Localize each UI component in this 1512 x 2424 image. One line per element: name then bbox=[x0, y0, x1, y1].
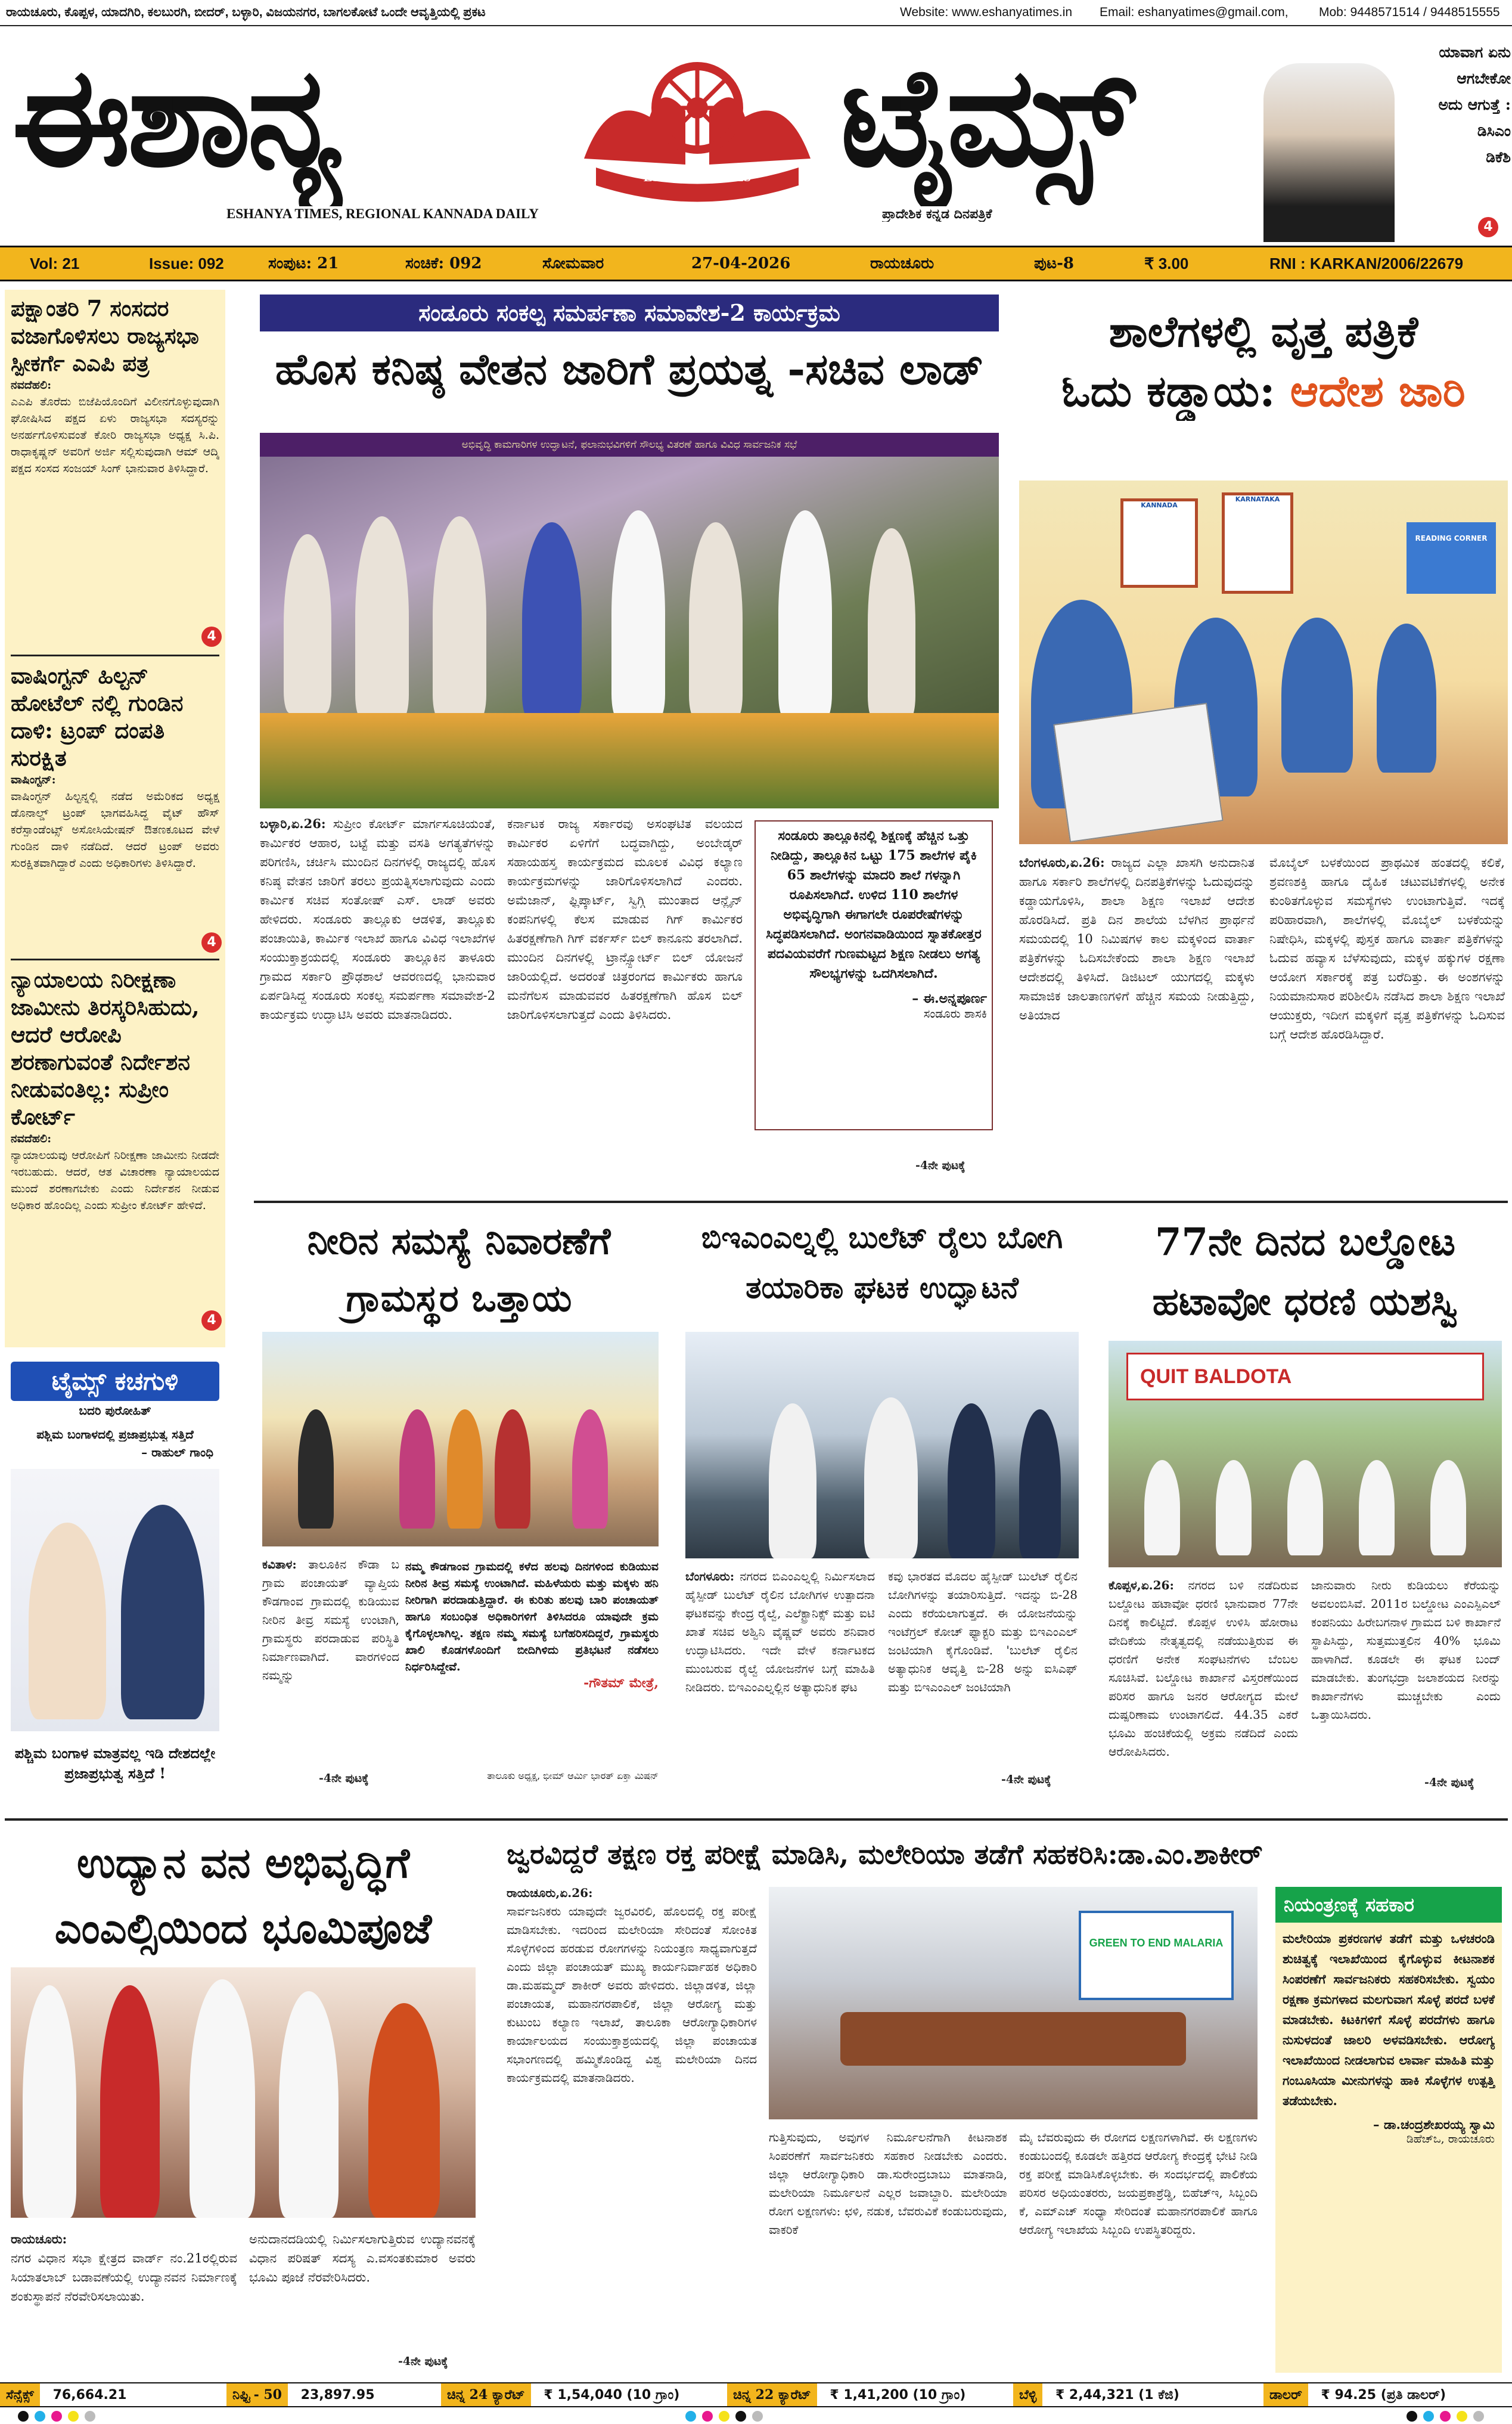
photo-person bbox=[1359, 1460, 1395, 1555]
photo-person bbox=[948, 1403, 995, 1558]
illustration-newspaper bbox=[1053, 703, 1223, 842]
lead-continued[interactable]: -4ನೇ ಪುಟಕ್ಕೆ bbox=[915, 1159, 965, 1172]
baldota-headline[interactable]: 77ನೇ ದಿನದ ಬಲ್ಡೋಟ ಹಟಾವೋ ಧರಣಿ ಯಶಸ್ವಿ bbox=[1152, 1220, 1458, 1324]
market-item bbox=[727, 2383, 1013, 2406]
water-body-text: ತಾಲೂಕಿನ ಕೌಡಾ ಬ ಗ್ರಾಮ ಪಂಚಾಯತ್ ವ್ಯಾಪ್ತಿಯ ಕೌಡಗಾಂವ ಗ್ರಾಮದಲ್ಲಿ ಕುಡಿಯುವ ನೀರಿನ ತೀವ್ರ ಸಮಸ್ಯೆ ಉಂಟಾಗಿ, ಗ್ರಾಮಸ್ಥರು ಪರದಾಡುವ ಪರಿಸ್ಥಿತಿ ನಿರ್ಮಾಣವಾಗಿದೆ. ವಾರಗಳಿಂದ ನಮ್ಮನ್ನು bbox=[262, 1557, 399, 1682]
market-value: ₹ 1,54,040 (10 ಗ್ರಾಂ) bbox=[544, 2388, 680, 2403]
left-col-story-1 bbox=[11, 295, 219, 640]
market-label: ಸೆನ್ಸೆಕ್ಸ್ bbox=[0, 2383, 40, 2406]
cartoon-caption: ಪಶ್ಚಿಮ ಬಂಗಾಳ ಮಾತ್ರವಲ್ಲ ಇಡಿ ದೇಶದಲ್ಲೇ ಪ್ರಜಾಪ್ರಭುತ್ವ ಸತ್ತಿದೆ ! bbox=[14, 1744, 216, 1782]
cartoon-illustration bbox=[11, 1469, 219, 1731]
water-pullquote-text: ನಮ್ಮ ಕೌಡಗಾಂವ ಗ್ರಾಮದಲ್ಲಿ ಕಳೆದ ಹಲವು ದಿನಗಳಿಂದ ಕುಡಿಯುವ ನೀರಿನ ತೀವ್ರ ಸಮಸ್ಯೆ ಉಂಟಾಗಿದೆ. ಮಹಿಳೆಯರು ಮತ್ತು ಮಕ್ಕಳು ಹನಿ ನೀರಿಗಾಗಿ ಪರದಾಡುತ್ತಿದ್ದಾರೆ. ಈ ಕುರಿತು ಹಲವು ಬಾರಿ ಪಂಚಾಯತ್ ಹಾಗೂ ಸಂಬಂಧಿತ ಅಧಿಕಾರಿಗಳಿಗೆ ತಿಳಿಸಿದರೂ ಯಾವುದೇ ಕ್ರಮ ಕೈಗೊಳ್ಳಲಾಗಿಲ್ಲ. ತಕ್ಷಣ ನಮ್ಮ ಸಮಸ್ಯೆ ಬಗೆಹರಿಸದಿದ್ದರೆ, ಗ್ರಾಮಸ್ಥರು ಖಾಲಿ ಕೊಡಗಳೊಂದಿಗೆ ಬೀದಿಗಿಳಿದು ಪ್ರತಿಭಟನೆ ನಡೆಸಲು ನಿರ್ಧರಿಸಿದ್ದೇವೆ. bbox=[405, 1560, 659, 1673]
lead-dateline: ಬಳ್ಳಾರಿ,ಏ.26: bbox=[260, 816, 326, 831]
info-vol: Vol: 21 bbox=[30, 255, 80, 272]
cartoon-quote: ಪಶ್ಚಿಮ ಬಂಗಾಳದಲ್ಲಿ ಪ್ರಜಾಪ್ರಭುತ್ವ ಸತ್ತಿದೆ bbox=[36, 1427, 194, 1442]
water-headline[interactable]: ನೀರಿನ ಸಮಸ್ಯೆ ನಿವಾರಣೆಗೆ ಗ್ರಾಮಸ್ಥರ ಒತ್ತಾಯ bbox=[307, 1219, 611, 1320]
garden-body-col-1 bbox=[11, 2230, 237, 2373]
img-reading-board bbox=[1407, 522, 1496, 594]
market-label: ಚಿನ್ನ 24 ಕ್ಯಾರೆಟ್ bbox=[441, 2383, 531, 2406]
photo-person bbox=[100, 1985, 160, 2218]
left-story-2-page[interactable]: 4 bbox=[201, 932, 222, 953]
teaser-line: ಅದು ಆಗುತ್ತೆ : bbox=[1438, 96, 1511, 113]
lead-photo bbox=[260, 433, 999, 808]
teaser-line: ಯಾವಾಗ ಏನು bbox=[1439, 44, 1511, 61]
img-map-label: KARNATAKA bbox=[1235, 495, 1280, 503]
water-body bbox=[262, 1555, 399, 1788]
market-label: ಬೆಳ್ಳಿ bbox=[1013, 2383, 1042, 2406]
info-day: ಸೋಮವಾರ bbox=[542, 255, 604, 272]
garden-story bbox=[5, 1824, 482, 2379]
baldota-dateline: ಕೊಪ್ಪಳ,ಏ.26: bbox=[1109, 1578, 1174, 1592]
photo-person bbox=[298, 1409, 334, 1529]
lead-photo-person bbox=[522, 522, 582, 719]
rail-body-col-1 bbox=[685, 1567, 875, 1788]
lead-col-1-text: ಸುಪ್ರೀಂ ಕೋರ್ಟ್ ಮಾರ್ಗಸೂಚಿಯಂತೆ, ಕಾರ್ಮಿಕರ ಆಹಾರ, ಬಟ್ಟೆ ಮತ್ತು ವಸತಿ ಅಗತ್ಯತೆಗಳನ್ನು ಪರಿಗಣಿಸಿ, ಚರ್ಚಿಸಿ ಮುಂದಿನ ದಿನಗಳಲ್ಲಿ ರಾಜ್ಯದಲ್ಲಿ ಹೊಸ ಕನಿಷ್ಠ ವೇತನ ಜಾರಿಗೆ ತರಲು ಪ್ರಯತ್ನಿಸಲಾಗುವುದು ಎಂದು ಕಾರ್ಮಿಕ ಸಚಿವ ಸಂತೋಷ್ ಎಸ್. ಲಾಡ್ ಅವರು ಹೇಳಿದರು. ಸಂಡೂರು ತಾಲ್ಲೂಕು ಆಡಳಿತ, ತಾಲ್ಲೂಕು ಪಂಚಾಯಿತಿ, ಕಾರ್ಮಿಕ ಇಲಾಖೆ ಹಾಗೂ ವಿವಿಧ ಇಲಾಖೆಗಳ ಸಂಯುಕ್ತಾಶ್ರಯದಲ್ಲಿ ಸಂಡೂರು ತಾಲ್ಲೂಕಿನ ತಾಳೂರು ಗ್ರಾಮದ ಸರ್ಕಾರಿ ಪ್ರೌಢಶಾಲೆ ಆವರಣದಲ್ಲಿ ಭಾನುವಾರ ಏರ್ಪಡಿಸಿದ್ದ ಸಂಡೂರು ಸಂಕಲ್ಪ ಸಮರ್ಪಣಾ ಸಮಾವೇಶ-2 ಕಾರ್ಯಕ್ರಮ ಉದ್ಘಾಟಿಸಿ ಅವರು ಮಾತನಾಡಿದರು. bbox=[260, 817, 495, 1022]
market-item bbox=[1013, 2383, 1263, 2406]
malaria-headline[interactable]: ಜ್ವರವಿದ್ದರೆ ತಕ್ಷಣ ರಕ್ತ ಪರೀಕ್ಷೆ ಮಾಡಿಸಿ, ಮಲೇರಿಯಾ ತಡೆಗೆ ಸಹಕರಿಸಿ:ಡಾ.ಎಂ.ಶಾಕೀರ್ bbox=[507, 1838, 1263, 1870]
top-bar-editions: ರಾಯಚೂರು, ಕೊಪ್ಪಳ, ಯಾದಗಿರಿ, ಕಲಬುರಗಿ, ಬೀದರ್, ಬಳ್ಳಾರಿ, ವಿಜಯನಗರ, ಬಾಗಲಕೋಟೆ ಒಂದೇ ಆವೃತ್ತಿಯಲ್ಲಿ ಪ್ರಕಟ bbox=[6, 5, 486, 19]
market-item bbox=[1263, 2383, 1512, 2406]
market-value: ₹ 94.25 (ಪ್ರತಿ ಡಾಲರ್) bbox=[1321, 2388, 1446, 2403]
lead-body-col-1 bbox=[260, 814, 495, 1172]
left-story-2-dateline: ವಾಷಿಂಗ್ಟನ್: bbox=[11, 773, 56, 786]
registration-marks-left bbox=[18, 2411, 119, 2423]
photo-person bbox=[447, 1409, 483, 1529]
market-value: ₹ 1,41,200 (10 ಗ್ರಾಂ) bbox=[830, 2388, 966, 2403]
cartoon-young-man bbox=[121, 1505, 204, 1719]
lead-photo-person bbox=[778, 510, 832, 719]
rail-story bbox=[679, 1207, 1085, 1803]
left-story-1-dateline: ನವದೆಹಲಿ: bbox=[11, 379, 52, 392]
photo-person bbox=[1144, 1460, 1180, 1555]
photo-person bbox=[495, 1409, 530, 1529]
left-col-story-3 bbox=[11, 966, 219, 1329]
lead-headline[interactable]: ಹೊಸ ಕನಿಷ್ಠ ವೇತನ ಜಾರಿಗೆ ಪ್ರಯತ್ನ -ಸಚಿವ ಲಾಡ್ bbox=[275, 343, 984, 394]
cartoon-box bbox=[5, 1356, 225, 1815]
lead-photo-person bbox=[611, 510, 665, 719]
lead-pullquote-text: ಸಂಡೂರು ತಾಲ್ಲೂಕಿನಲ್ಲಿ ಶಿಕ್ಷಣಕ್ಕೆ ಹೆಚ್ಚಿನ ಒತ್ತು ನೀಡಿದ್ದು, ತಾಲ್ಲೂಕಿನ ಒಟ್ಟು 175 ಶಾಲೆಗಳ ಪೈಕಿ 65 ಶಾಲೆಗಳನ್ನು ಮಾದರಿ ಶಾಲೆ ಗಳನ್ನಾಗಿ ರೂಪಿಸಲಾಗಿದೆ. ಉಳಿದ 110 ಶಾಲೆಗಳ ಅಭಿವೃದ್ಧಿಗಾಗಿ ಈಗಾಗಲೇ ರೂಪರೇಷೆಗಳನ್ನು ಸಿದ್ಧಪಡಿಸಲಾಗಿದೆ. ಅಂಗನವಾಡಿಯಿಂದ ಸ್ನಾತಕೋತ್ತರ ಪದವಿಯವರೆಗೆ ಗುಣಮಟ್ಟದ ಶಿಕ್ಷಣ ನೀಡಲು ಅಗತ್ಯ ಸೌಲಭ್ಯಗಳನ್ನು ಒದಗಿಸಲಾಗಿದೆ. bbox=[766, 828, 982, 981]
market-ticker bbox=[0, 2382, 1512, 2407]
control-box-by: – ಡಾ.ಚಂದ್ರಶೇಖರಯ್ಯ ಸ್ವಾಮಿ bbox=[1373, 2117, 1495, 2132]
malaria-body-col-3: ಮೈ ಬೆವರುವುದು ಈ ರೋಗದ ಲಕ್ಷಣಗಳಾಗಿವೆ. ಈ ಲಕ್ಷಣಗಳು ಕಂಡುಬಂದಲ್ಲಿ ಕೂಡಲೇ ಹತ್ತಿರದ ಆರೋಗ್ಯ ಕೇಂದ್ರಕ್ಕೆ ಭೇಟಿ ನೀಡಿ ರಕ್ತ ಪರೀಕ್ಷೆ ಮಾಡಿಸಿಕೊಳ್ಳಬೇಕು. ಈ ಸಂದರ್ಭದಲ್ಲಿ ಪಾಲಿಕೆಯ ಪರಿಸರ ಅಧಿಯಂತರರು, ಜಯಪ್ರಕಾಶ್ರೆಡ್ಡಿ, ಬಿಹೆಚ್ಇ, ಸಿಬ್ಬಂದಿ ಕೆ, ಎಮ್ಎಚ್ ಸಂಧ್ಯಾ ಸೇರಿದಂತೆ ಮಹಾನಗರಪಾಲಿಕೆ ಹಾಗೂ ಆರೋಗ್ಯ ಇಲಾಖೆಯ ಸಿಬ್ಬಂದಿ ಉಪಸ್ಥಿತರಿದ್ದರು. bbox=[1019, 2130, 1258, 2237]
school-headline-2a: ಓದು ಕಡ್ಡಾಯ: bbox=[1061, 365, 1290, 416]
market-item bbox=[441, 2383, 727, 2406]
control-box-role: ಡಿಹೆಚ್ಒ, ರಾಯಚೂರು bbox=[1406, 2132, 1495, 2146]
garden-dateline: ರಾಯಚೂರು: bbox=[11, 2231, 67, 2246]
lead-kicker: ಸಂಡೂರು ಸಂಕಲ್ಪ ಸಮರ್ಪಣಾ ಸಮಾವೇಶ-2 ಕಾರ್ಯಕ್ರಮ bbox=[260, 295, 999, 331]
masthead-teaser bbox=[1392, 39, 1511, 171]
water-continued[interactable]: -4ನೇ ಪುಟಕ್ಕೆ bbox=[319, 1772, 369, 1785]
photo-person bbox=[368, 2003, 440, 2218]
water-dateline: ಕವಿತಾಳ: bbox=[262, 1557, 297, 1571]
photo-person bbox=[1216, 1460, 1252, 1555]
registration-marks-right bbox=[1407, 2411, 1508, 2423]
img-alphabet-chart bbox=[1120, 498, 1198, 588]
lead-photo-person bbox=[433, 516, 486, 719]
control-box-body: ಮಲೇರಿಯಾ ಪ್ರಕರಣಗಳ ತಡೆಗೆ ಮತ್ತು ಒಳಚರಂಡಿ ಶುಚಿತ್ವಕ್ಕೆ ಇಲಾಖೆಯಿಂದ ಕೈಗೊಳ್ಳುವ ಕೀಟನಾಶಕ ಸಿಂಪರಣೆಗೆ ಸಾರ್ವಜನಿಕರು ಸಹಕರಿಸಬೇಕು. ಸ್ವಯಂ ರಕ್ಷಣಾ ಕ್ರಮಗಳಾದ ಮಲಗುವಾಗ ಸೊಳ್ಳೆ ಪರದೆ ಬಳಕೆ ಮಾಡಬೇಕು. ಕಿಟಕಿಗಳಿಗೆ ಸೊಳ್ಳೆ ಪರದೆಗಳು ಹಾಗೂ ನುಸುಳದಂತೆ ಜಾಲರಿ ಅಳವಡಿಸಬೇಕು. ಆರೋಗ್ಯ ಇಲಾಖೆಯಿಂದ ನೀಡಲಾಗುವ ಲಾರ್ವಾ ಮಾಹಿತಿ ಮತ್ತು ಗಂಬೂಸಿಯಾ ಮೀನುಗಳನ್ನು ಹಾಕಿ ಸೊಳ್ಳೆಗಳ ಉತ್ಪತ್ತಿ ತಡೆಯಬೇಕು. bbox=[1283, 1931, 1495, 2108]
img-map bbox=[1222, 492, 1293, 594]
water-pullquote-by: -ಗೌತಮ್ ಮೇತ್ರೆ, bbox=[583, 1675, 659, 1691]
info-bar bbox=[0, 246, 1512, 281]
water-pullquote bbox=[405, 1558, 659, 1767]
masthead-emblem bbox=[572, 45, 822, 206]
garden-body-col-2: ಅನುದಾನದಡಿಯಲ್ಲಿ ನಿರ್ಮಿಸಲಾಗುತ್ತಿರುವ ಉದ್ಯಾನವನಕ್ಕೆ ವಿಧಾನ ಪರಿಷತ್ ಸದಸ್ಯ ಎ.ವಸಂತಕುಮಾರ ಅವರು ಭೂಮಿ ಪೂಜೆ ನೆರವೇರಿಸಿದರು. bbox=[249, 2232, 476, 2284]
info-date: 27-04-2026 bbox=[691, 255, 791, 272]
lead-photo-banner: ಅಭಿವೃದ್ಧಿ ಕಾಮಗಾರಿಗಳ ಉದ್ಘಾಟನೆ, ಫಲಾನುಭವಿಗಳಿಗೆ ಸೌಲಭ್ಯ ವಿತರಣೆ ಹಾಗೂ ವಿವಿಧ ಸಾರ್ವಜನಿಕ ಸಭೆ bbox=[260, 433, 999, 457]
left-story-1-page[interactable]: 4 bbox=[201, 627, 222, 647]
baldota-photo bbox=[1109, 1341, 1502, 1567]
photo-person bbox=[190, 1979, 255, 2218]
top-bar bbox=[0, 0, 1512, 26]
school-body-col-1 bbox=[1019, 853, 1255, 1187]
lead-photo-person bbox=[868, 528, 915, 719]
left-story-3-page[interactable]: 4 bbox=[201, 1310, 222, 1331]
cartoon-quote-by: – ರಾಹುಲ್ ಗಾಂಧಿ bbox=[141, 1445, 213, 1459]
garden-headline[interactable]: ಉದ್ಯಾನ ವನ ಅಭಿವೃದ್ಧಿಗೆ ಎಂಎಲ್ಸಿಯಿಂದ ಭೂಮಿಪೂಜೆ bbox=[54, 1838, 432, 1953]
masthead-title-left: ಈಶಾನ್ಯ bbox=[12, 36, 339, 197]
school-dateline: ಬೆಂಗಳೂರು,ಏ.26: bbox=[1019, 855, 1105, 870]
baldota-continued[interactable]: -4ನೇ ಪುಟಕ್ಕೆ bbox=[1424, 1776, 1474, 1789]
info-city: ರಾಯಚೂರು bbox=[870, 255, 934, 272]
school-story bbox=[1019, 290, 1508, 1196]
control-box bbox=[1275, 1887, 1502, 2373]
section-rule bbox=[254, 1201, 1508, 1203]
divider bbox=[11, 655, 219, 656]
school-col-1-text: ರಾಜ್ಯದ ಎಲ್ಲಾ ಖಾಸಗಿ ಅನುದಾನಿತ ಹಾಗೂ ಸರ್ಕಾರಿ ಶಾಲೆಗಳಲ್ಲಿ ದಿನಪತ್ರಿಕೆಗಳನ್ನು ಓದುವುದನ್ನು ಕಡ್ಡಾಯಗೊಳಿಸಿ, ಶಾಲಾ ಶಿಕ್ಷಣ ಇಲಾಖೆ ಆದೇಶ ಹೊರಡಿಸಿದೆ. ಪ್ರತಿ ದಿನ ಶಾಲೆಯ ಬೆಳಗಿನ ಪ್ರಾರ್ಥನೆ ಸಮಯದಲ್ಲಿ 10 ನಿಮಿಷಗಳ ಕಾಲ ಮಕ್ಕಳಿಂದ ವಾರ್ತಾ ಪತ್ರಿಕೆಗಳನ್ನು ಓದಿಸಬೇಕೆಂದು ಶಾಲಾ ಶಿಕ್ಷಣ ಇಲಾಖೆ ಆದೇಶದಲ್ಲಿ ತಿಳಿಸಿದೆ. ಡಿಜಿಟಲ್ ಯುಗದಲ್ಲಿ ಮಕ್ಕಳು ಸಾಮಾಜಿಕ ಜಾಲತಾಣಗಳಿಗೆ ಹೆಚ್ಚಿನ ಸಮಯ ನೀಡುತ್ತಿದ್ದು, ಅತಿಯಾದ bbox=[1019, 855, 1255, 1022]
school-body bbox=[1019, 853, 1508, 1187]
teaser-line: ಆಗಬೇಕೋ bbox=[1457, 70, 1511, 87]
water-pullquote-role: ತಾಲೂಕು ಅಧ್ಯಕ್ಷ, ಭೀಮ್ ಆರ್ಮಿ ಭಾರತ್ ಏಕ್ತಾ ಮಿಷನ್ bbox=[487, 1770, 659, 1781]
market-item bbox=[0, 2383, 226, 2406]
photo-person bbox=[769, 1403, 816, 1558]
rail-continued[interactable]: -4ನೇ ಪುಟಕ್ಕೆ bbox=[1001, 1773, 1051, 1786]
photo-person bbox=[864, 1397, 918, 1558]
water-photo bbox=[262, 1332, 659, 1546]
left-story-3-body: ನ್ಯಾಯಾಲಯವು ಆರೋಪಿಗೆ ನಿರೀಕ್ಷಣಾ ಜಾಮೀನು ನೀಡದೇ ಇರಬಹುದು. ಆದರೆ, ಆತ ವಿಚಾರಣಾ ನ್ಯಾಯಾಲಯದ ಮುಂದೆ ಶರಣಾಗಬೇಕು ಎಂದು ನಿರ್ದೇಶನ ನೀಡುವ ಅಧಿಕಾರ ಹೊಂದಿಲ್ಲ ಎಂದು ಸುಪ್ರೀಂ ಕೋರ್ಟ್ ಹೇಳಿದೆ. bbox=[11, 1149, 219, 1212]
market-label: ಚಿನ್ನ 22 ಕ್ಯಾರೆಟ್ bbox=[727, 2383, 817, 2406]
mobile-numbers: Mob: 9448571514 / 9448515555 bbox=[1319, 5, 1500, 19]
left-story-2-headline[interactable]: ವಾಷಿಂಗ್ಟನ್ ಹಿಲ್ಟನ್ ಹೋಟೆಲ್ ನಲ್ಲಿ ಗುಂಡಿನ ದಾಳಿ: ಟ್ರಂಪ್ ದಂಪತಿ ಸುರಕ್ಷಿತ bbox=[11, 662, 184, 771]
baldota-col-1-text: ನಗರದ ಬಳಿ ನಡೆದಿರುವ ಬಲ್ಡೋಟ ಹಟಾವೋ ಧರಣಿ ಭಾನುವಾರ 77ನೇ ದಿನಕ್ಕೆ ಕಾಲಿಟ್ಟಿದೆ. ಕೊಪ್ಪಳ ಉಳಿಸಿ ಹೋರಾಟ ವೇದಿಕೆಯ ನೇತೃತ್ವದಲ್ಲಿ ನಡೆಯುತ್ತಿರುವ ಈ ಧರಣಿಗೆ ಅನೇಕ ಸಂಘಟನೆಗಳು ಬೆಂಬಲ ಸೂಚಿಸಿವೆ. ಬಲ್ಡೋಟ ಕಾರ್ಖಾನೆ ವಿಸ್ತರಣೆಯಿಂದ ಪರಿಸರ ಹಾಗೂ ಜನರ ಆರೋಗ್ಯದ ಮೇಲೆ ದುಷ್ಪರಿಣಾಮ ಉಂಟಾಗಲಿದೆ. 44.35 ಎಕರೆ ಭೂಮಿ ಹಂಚಿಕೆಯಲ್ಲಿ ಅಕ್ರಮ ನಡೆದಿದೆ ಎಂದು ಆರೋಪಿಸಿದರು. bbox=[1109, 1578, 1298, 1759]
lead-photo-person bbox=[355, 516, 409, 719]
masthead bbox=[0, 27, 1512, 242]
photo-person bbox=[1287, 1460, 1323, 1555]
emblem-banner-text: ESHANYA TIMES bbox=[643, 169, 752, 184]
info-price: ₹ 3.00 bbox=[1144, 255, 1189, 272]
lead-body bbox=[260, 814, 999, 1178]
lead-pullquote-role: ಸಂಡೂರು ಶಾಸಕಿ bbox=[923, 1006, 987, 1021]
email-link[interactable]: Email: eshanyatimes@gmail.com, bbox=[1100, 5, 1289, 19]
left-story-3-headline[interactable]: ನ್ಯಾಯಾಲಯ ನಿರೀಕ್ಷಣಾ ಜಾಮೀನು ತಿರಸ್ಕರಿಸಿಹುದು, ಆದರೆ ಆರೋಪಿ ಶರಣಾಗುವಂತೆ ನಿರ್ದೇಶನ ನೀಡುವಂತಿಲ್ಲ: ಸುಪ್ರೀಂ ಕೋರ್ಟ್ bbox=[11, 966, 200, 1130]
school-headline-2b: ಆದೇಶ ಜಾರಿ bbox=[1290, 365, 1466, 416]
left-story-1-headline[interactable]: ಪಕ್ಷಾಂತರಿ 7 ಸಂಸದರ ವಜಾಗೊಳಿಸಲು ರಾಜ್ಯಸಭಾ ಸ್ಪೀಕರ್ಗೆ ಎಎಪಿ ಪತ್ರ bbox=[11, 295, 199, 376]
left-story-1-body: ಎಎಪಿ ತೊರೆದು ಬಿಜೆಪಿಯೊಂದಿಗೆ ವಿಲೀನಗೊಳ್ಳುವುದಾಗಿ ಘೋಷಿಸಿದ ಪಕ್ಷದ ಏಳು ರಾಜ್ಯಸಭಾ ಸದಸ್ಯರನ್ನು ಅನರ್ಹಗೊಳಿಸುವಂತೆ ಕೋರಿ ರಾಜ್ಯಸಭಾ ಅಧ್ಯಕ್ಷ ಸಿ.ಪಿ. ರಾಧಾಕೃಷ್ಣನ್ ಅವರಿಗೆ ಅರ್ಜಿ ಸಲ್ಲಿಸುವುದಾಗಿ ಆಮ್ ಆದ್ಮಿ ಪಕ್ಷದ ಸಂಸದ ಸಂಜಯ್ ಸಿಂಗ್ ಭಾನುವಾರ ತಿಳಿಸಿದ್ದಾರೆ. bbox=[11, 395, 219, 475]
malaria-story bbox=[507, 1824, 1508, 2379]
malaria-dateline: ರಾಯಚೂರು,ಏ.26: bbox=[507, 1886, 593, 1900]
photo-person bbox=[1430, 1460, 1466, 1555]
info-pages: ಪುಟ-8 bbox=[1034, 255, 1075, 272]
malaria-screen bbox=[1079, 1911, 1234, 2000]
masthead-subtitle-kn: ಪ್ರಾದೇಶಿಕ ಕನ್ನಡ ದಿನಪತ್ರಿಕೆ bbox=[882, 206, 992, 222]
website-link[interactable]: Website: www.eshanyatimes.in bbox=[900, 5, 1073, 19]
market-value: ₹ 2,44,321 (1 ಕೆಜಿ) bbox=[1055, 2388, 1179, 2403]
cartoon-old-man bbox=[29, 1523, 106, 1719]
conference-table bbox=[840, 2012, 1186, 2066]
photo-person bbox=[399, 1409, 435, 1529]
malaria-photo bbox=[769, 1887, 1258, 2119]
garden-continued[interactable]: -4ನೇ ಪುಟಕ್ಕೆ bbox=[398, 2355, 448, 2368]
school-headline-1[interactable]: ಶಾಲೆಗಳಲ್ಲಿ ವೃತ್ತ ಪತ್ರಿಕೆ bbox=[1109, 306, 1418, 357]
market-value: 76,664.21 bbox=[52, 2388, 127, 2403]
garden-col-1-text: ನಗರ ವಿಧಾನ ಸಭಾ ಕ್ಷೇತ್ರದ ವಾರ್ಡ್ ನಂ.21ರಲ್ಲಿರುವ ಸಿಯಾತಲಾಬ್ ಬಡಾವಣೆಯಲ್ಲಿ ಉದ್ಯಾನವನ ನಿರ್ಮಾಣಕ್ಕೆ ಶಂಕುಸ್ಥಾಪನೆ ನೆರವೇರಿಸಲಾಯಿತು. bbox=[11, 2251, 237, 2304]
control-box-title: ನಿಯಂತ್ರಣಕ್ಕೆ ಸಹಕಾರ bbox=[1275, 1887, 1502, 1923]
rail-col-1-text: ನಗರದ ಬಿಎಂಎಲ್ನಲ್ಲಿ ನಿರ್ಮಿಸಲಾದ ಹೈಸ್ಪೀಡ್ ಬುಲೆಟ್ ರೈಲಿನ ಬೋಗಿಗಳ ಉತ್ಪಾದನಾ ಘಟಕವನ್ನು ಕೇಂದ್ರ ರೈಲ್ವೆ, ಎಲೆಕ್ಟ್ರಾನಿಕ್ಸ್ ಮತ್ತು ಐಟಿ ಖಾತೆ ಸಚಿವ ಅಶ್ವಿನಿ ವೈಷ್ಣವ್ ಅವರು ಶನಿವಾರ ಉದ್ಘಾಟಿಸಿದರು. ಇದೇ ವೇಳೆ ಕರ್ನಾಟಕದ ಮುಂಬರುವ ರೈಲ್ವೆ ಯೋಜನೆಗಳ ಬಗ್ಗೆ ಮಾಹಿತಿ ನೀಡಿದರು. ಬಿಇಎಂಎಲ್ನಲ್ಲಿನ ಅತ್ಯಾಧುನಿಕ ಘಟ bbox=[685, 1569, 875, 1694]
malaria-body-col-1 bbox=[507, 1884, 757, 2373]
baldota-banner bbox=[1126, 1353, 1484, 1400]
info-issue: Issue: 092 bbox=[149, 255, 224, 272]
baldota-body-col-1 bbox=[1109, 1576, 1298, 1791]
lead-body-col-2: ಕರ್ನಾಟಕ ರಾಜ್ಯ ಸರ್ಕಾರವು ಅಸಂಘಟಿತ ವಲಯದ ಕಾರ್ಮಿಕರ ಏಳಿಗೆಗೆ ಬದ್ಧವಾಗಿದ್ದು, ಅಂಬೇಡ್ಕರ್ ಸಹಾಯಹಸ್ತ ಕಾರ್ಯಕ್ರಮದ ಮೂಲಕ ವಿವಿಧ ಕಲ್ಯಾಣ ಕಾರ್ಯಕ್ರಮಗಳನ್ನು ಜಾರಿಗೊಳಿಸಲಾಗಿದೆ ಎಂದರು. ಅಮೆಜಾನ್, ಫ್ಲಿಪ್ಕಾರ್ಟ್, ಸ್ವಿಗ್ಗಿ ಮುಂತಾದ ಆನ್ಲೈನ್ ಕಂಪನಿಗಳಲ್ಲಿ ಕೆಲಸ ಮಾಡುವ ಗಿಗ್ ಕಾರ್ಮಿಕರ ಹಿತರಕ್ಷಣೆಗಾಗಿ ಗಿಗ್ ವರ್ಕರ್ಸ್ ಬಿಲ್ ಕಾನೂನು ತರಲಾಗಿದೆ. ಮುಂದಿನ ದಿನಗಳಲ್ಲಿ ಟ್ರಾನ್ಸ್ಪೋರ್ಟ್ ಬಿಲ್ ಯೋಜನೆ ಜಾರಿಯಲ್ಲಿದೆ. ಅದರಂತೆ ಚಿತ್ರರಂಗದ ಕಾರ್ಮಿಕರು ಹಾಗೂ ಮನೆಗೆಲಸ ಮಾಡುವವರ ಹಿತರಕ್ಷಣೆಗಾಗಿ ಹೊಸ ಬಿಲ್ ಜಾರಿಗೊಳಿಸಲಾಗುತ್ತದೆ ಎಂದು ತಿಳಿಸಿದರು. bbox=[507, 817, 743, 1022]
baldota-body-col-2: ಜಾನುವಾರು ನೀರು ಕುಡಿಯಲು ಕೆರೆಯನ್ನು ಅವಲಂಬಿಸಿವೆ. 2011ರ ಬಲ್ಡೋಟ ಎಂಎಸ್ಪಿಎಲ್ ಕಂಪನಿಯು ಹಿರೇಬಗನಾಳ ಗ್ರಾಮದ ಬಳಿ ಕಾರ್ಖಾನೆ ಸ್ಥಾಪಿಸಿದ್ದು, ಸುತ್ತಮುತ್ತಲಿನ 40% ಭೂಮಿ ಹಾಳಾಗಿದೆ. ಕೂಡಲೇ ಈ ಘಟಕ ಬಂದ್ ಮಾಡಬೇಕು. ತುಂಗಭದ್ರಾ ಜಲಾಶಯದ ನೀರನ್ನು ಕಾರ್ಖಾನೆಗಳು ಮುಚ್ಚಬೇಕು ಎಂದು ಒತ್ತಾಯಿಸಿದರು. bbox=[1311, 1578, 1501, 1722]
illustration-child bbox=[1377, 624, 1436, 773]
school-headline-2[interactable] bbox=[1019, 361, 1508, 421]
lead-photo-flowers bbox=[260, 713, 999, 808]
baldota-banner-text: QUIT BALDOTA bbox=[1140, 1365, 1292, 1388]
masthead-teaser-photo bbox=[1263, 63, 1395, 242]
school-body-col-2: ಮೊಬೈಲ್ ಬಳಕೆಯಿಂದ ಪ್ರಾಥಮಿಕ ಹಂತದಲ್ಲಿ ಕಲಿಕೆ, ಶ್ರವಣಶಕ್ತಿ ಹಾಗೂ ದೈಹಿಕ ಚಟುವಟಿಕೆಗಳಲ್ಲಿ ಅನೇಕ ಕುಂಠಿತಗೊಳ್ಳುವ ಸಮಸ್ಯೆಗಳು ಉಂಟಾಗುತ್ತಿವೆ. ಇದಕ್ಕೆ ಪರಿಹಾರವಾಗಿ, ಶಾಲೆಗಳಲ್ಲಿ ಮೊಬೈಲ್ ಬಳಕೆಯನ್ನು ನಿಷೇಧಿಸಿ, ಮಕ್ಕಳಲ್ಲಿ ಪುಸ್ತಕ ಹಾಗೂ ವಾರ್ತಾ ಪತ್ರಿಕೆಗಳನ್ನು ಓದುವ ಹವ್ಯಾಸ ಬೆಳೆಸುವುದು, ಮಕ್ಕಳ ಹಕ್ಕುಗಳ ರಕ್ಷಣಾ ಆಯೋಗ ಸರ್ಕಾರಕ್ಕೆ ಪತ್ರ ಬರೆದಿತ್ತು. ಈ ಅಂಶಗಳನ್ನು ನಿಯಮಾನುಸಾರ ಪರಿಶೀಲಿಸಿ ನಡೆಸಿದ ಶಾಲಾ ಶಿಕ್ಷಣ ಇಲಾಖೆ ಆಯುಕ್ತರು, ಇದೀಗ ಮಕ್ಕಳಿಗೆ ವೃತ್ತ ಪತ್ರಿಕೆಗಳನ್ನು ಓದಿಸುವ ಬಗ್ಗೆ ಆದೇಶ ಹೊರಡಿಸಿದ್ದಾರೆ. bbox=[1269, 855, 1505, 1041]
left-story-2-body: ವಾಷಿಂಗ್ಟನ್ ಹಿಲ್ಟನ್ನಲ್ಲಿ ನಡೆದ ಅಮೆರಿಕದ ಅಧ್ಯಕ್ಷ ಡೊನಾಲ್ಡ್ ಟ್ರಂಪ್ ಭಾಗವಹಿಸಿದ್ದ ವೈಟ್ ಹೌಸ್ ಕರೆಸ್ಪಾಂಡೆಂಟ್ಸ್ ಅಸೋಸಿಯೇಷನ್ ಔತಣಕೂಟದ ವೇಳೆ ಗುಂಡಿನ ದಾಳಿ ನಡೆದಿದೆ. ಆದರೆ ಟ್ರಂಪ್ ಅವರು ಸುರಕ್ಷಿತವಾಗಿದ್ದಾರೆ ಎಂದು ಅಧಿಕಾರಿಗಳು ತಿಳಿಸಿದ್ದಾರೆ. bbox=[11, 790, 219, 870]
lead-pullquote-by: – ಈ.ಅನ್ನಪೂರ್ಣ bbox=[912, 991, 987, 1006]
left-story-3-dateline: ನವದೆಹಲಿ: bbox=[11, 1132, 52, 1145]
rail-body-col-2: ಕವು ಭಾರತದ ಮೊದಲ ಹೈಸ್ಪೀಡ್ ಬುಲೆಟ್ ರೈಲಿನ ಬೋಗಿಗಳನ್ನು ತಯಾರಿಸುತ್ತಿದೆ. ಇದನ್ನು ಬಿ-28 ಎಂದು ಕರೆಯಲಾಗುತ್ತದೆ. ಈ ಯೋಜನೆಯನ್ನು ಇಂಟೆಗ್ರಲ್ ಕೋಚ್ ಫ್ಯಾಕ್ಟರಿ ಮತ್ತು ಬಿಇಎಂಎಲ್ ಜಂಟಿಯಾಗಿ ಕೈಗೊಂಡಿವೆ. 'ಬುಲೆಟ್ ರೈಲಿನ ಅತ್ಯಾಧುನಿಕ ಆವೃತ್ತಿ ಬಿ-28 ಅನ್ನು ಐಸಿಎಫ್ ಮತ್ತು ಬಿಇಎಂಎಲ್ ಜಂಟಿಯಾಗಿ bbox=[888, 1569, 1078, 1694]
market-label: ನಿಫ್ಟಿ - 50 bbox=[226, 2383, 288, 2406]
garden-photo bbox=[11, 1967, 476, 2218]
lead-story bbox=[254, 290, 1005, 1196]
photo-person bbox=[23, 1985, 76, 2218]
market-item bbox=[226, 2383, 441, 2406]
cartoon-title: ಟೈಮ್ಸ್ ಕಚಗುಳಿ bbox=[11, 1362, 219, 1401]
masthead-subtitle-en: ESHANYA TIMES, REGIONAL KANNADA DAILY bbox=[226, 206, 539, 221]
left-col-story-2 bbox=[11, 662, 219, 972]
baldota-story bbox=[1103, 1207, 1508, 1803]
masthead-title-right: ಟೈಮ್ಸ್ bbox=[840, 36, 1131, 197]
photo-person bbox=[572, 1409, 608, 1529]
market-value: 23,897.95 bbox=[300, 2388, 375, 2403]
lead-photo-person bbox=[689, 522, 743, 719]
divider bbox=[11, 959, 219, 960]
img-reading-label: READING CORNER bbox=[1415, 534, 1488, 543]
lead-photo-person bbox=[284, 534, 331, 713]
teaser-page-badge[interactable]: 4 bbox=[1478, 217, 1498, 237]
img-alphabet-label: KANNADA bbox=[1141, 501, 1178, 509]
info-sanchike: ಸಂಚಿಕೆ: 092 bbox=[405, 255, 482, 272]
malaria-col-1-text: ಸಾರ್ವಜನಿಕರು ಯಾವುದೇ ಜ್ವರವಿರಲಿ, ಹೊಲದಲ್ಲಿ ರಕ್ತ ಪರೀಕ್ಷೆ ಮಾಡಿಸಬೇಕು. ಇದರಿಂದ ಮಲೇರಿಯಾ ಸೇರಿದಂತೆ ಸೋಂಕಿತ ಸೊಳ್ಳೆಗಳಿಂದ ಹರಡುವ ರೋಗಗಳನ್ನು ನಿಯಂತ್ರಣ ಸಾಧ್ಯವಾಗುತ್ತದೆ ಎಂದು ಜಿಲ್ಲಾ ಪಂಚಾಯತ್ ಮುಖ್ಯ ಕಾರ್ಯನಿರ್ವಾಹಕ ಅಧಿಕಾರಿ ಡಾ.ಮಹಮ್ಮದ್ ಶಾಕೀರ್ ಅವರು ಹೇಳಿದರು. ಜಿಲ್ಲಾಡಳಿತ, ಜಿಲ್ಲಾ ಪಂಚಾಯತ, ಮಹಾನಗರಪಾಲಿಕೆ, ಜಿಲ್ಲಾ ಆರೋಗ್ಯ ಮತ್ತು ಕುಟುಂಬ ಕಲ್ಯಾಣ ಇಲಾಖೆ, ತಾಲೂಕಾ ಆರೋಗ್ಯಾಧಿಕಾರಿಗಳ ಕಾರ್ಯಾಲಯದ ಸಂಯುಕ್ತಾಶ್ರಯದಲ್ಲಿ ಜಿಲ್ಲಾ ಪಂಚಾಯತ ಸಭಾಂಗಣದಲ್ಲಿ ಹಮ್ಮಿಕೊಂಡಿದ್ದ ವಿಶ್ವ ಮಲೇರಿಯಾ ದಿನದ ಕಾರ್ಯಕ್ರಮದಲ್ಲಿ ಮಾತನಾಡಿದರು. bbox=[507, 1904, 757, 2085]
info-samputa: ಸಂಪುಟ: 21 bbox=[268, 255, 339, 272]
photo-person bbox=[279, 1991, 339, 2218]
teaser-line: ಡಿಕೆಶಿ bbox=[1486, 148, 1511, 166]
lead-pullquote bbox=[755, 820, 993, 1130]
rail-photo bbox=[685, 1332, 1079, 1558]
malaria-screen-text: GREEN TO END MALARIA bbox=[1089, 1937, 1224, 1949]
rail-dateline: ಬೆಂಗಳೂರು: bbox=[685, 1569, 735, 1583]
school-illustration bbox=[1019, 481, 1508, 844]
water-story bbox=[256, 1207, 662, 1803]
info-rni: RNI : KARKAN/2006/22679 bbox=[1269, 255, 1464, 272]
illustration-child bbox=[1281, 618, 1353, 773]
malaria-body-col-2: ಗುತ್ತಿಸುವುದು, ಅವುಗಳ ನಿರ್ಮೂಲನೆಗಾಗಿ ಕೀಟನಾಶಕ ಸಿಂಪರಣೆಗೆ ಸಾರ್ವಜನಿಕರು ಸಹಕಾರ ನೀಡಬೇಕು ಎಂದರು. ಜಿಲ್ಲಾ ಆರೋಗ್ಯಾಧಿಕಾರಿ ಡಾ.ಸುರೇಂದ್ರಬಾಬು ಮಾತನಾಡಿ, ಮಲೇರಿಯಾ ನಿರ್ಮೂಲನೆ ಎಲ್ಲರ ಜವಾಬ್ದಾರಿ. ಮಲೇರಿಯಾ ರೋಗ ಲಕ್ಷಣಗಳು: ಛಳಿ, ನಡುಕ, ಬೆವರುವಿಕೆ ಕಂಡುಬರುವುದು, ವಾಕರಿಕೆ bbox=[769, 2130, 1007, 2237]
market-label: ಡಾಲರ್ bbox=[1263, 2383, 1308, 2406]
left-column bbox=[5, 290, 225, 1347]
teaser-line: ಡಿಸಿಎಂ bbox=[1477, 122, 1511, 140]
cartoon-author: ಬದರಿ ಪುರೋಹಿತ್ bbox=[79, 1403, 151, 1418]
rail-headline[interactable]: ಬಿಇಎಂಎಲ್ನಲ್ಲಿ ಬುಲೆಟ್ ರೈಲು ಬೋಗಿ ತಯಾರಿಕಾ ಘಟಕ ಉದ್ಘಾಟನೆ bbox=[701, 1220, 1063, 1305]
registration-marks-center bbox=[685, 2411, 828, 2423]
section-rule bbox=[5, 1818, 1508, 1821]
photo-person bbox=[1019, 1409, 1061, 1558]
